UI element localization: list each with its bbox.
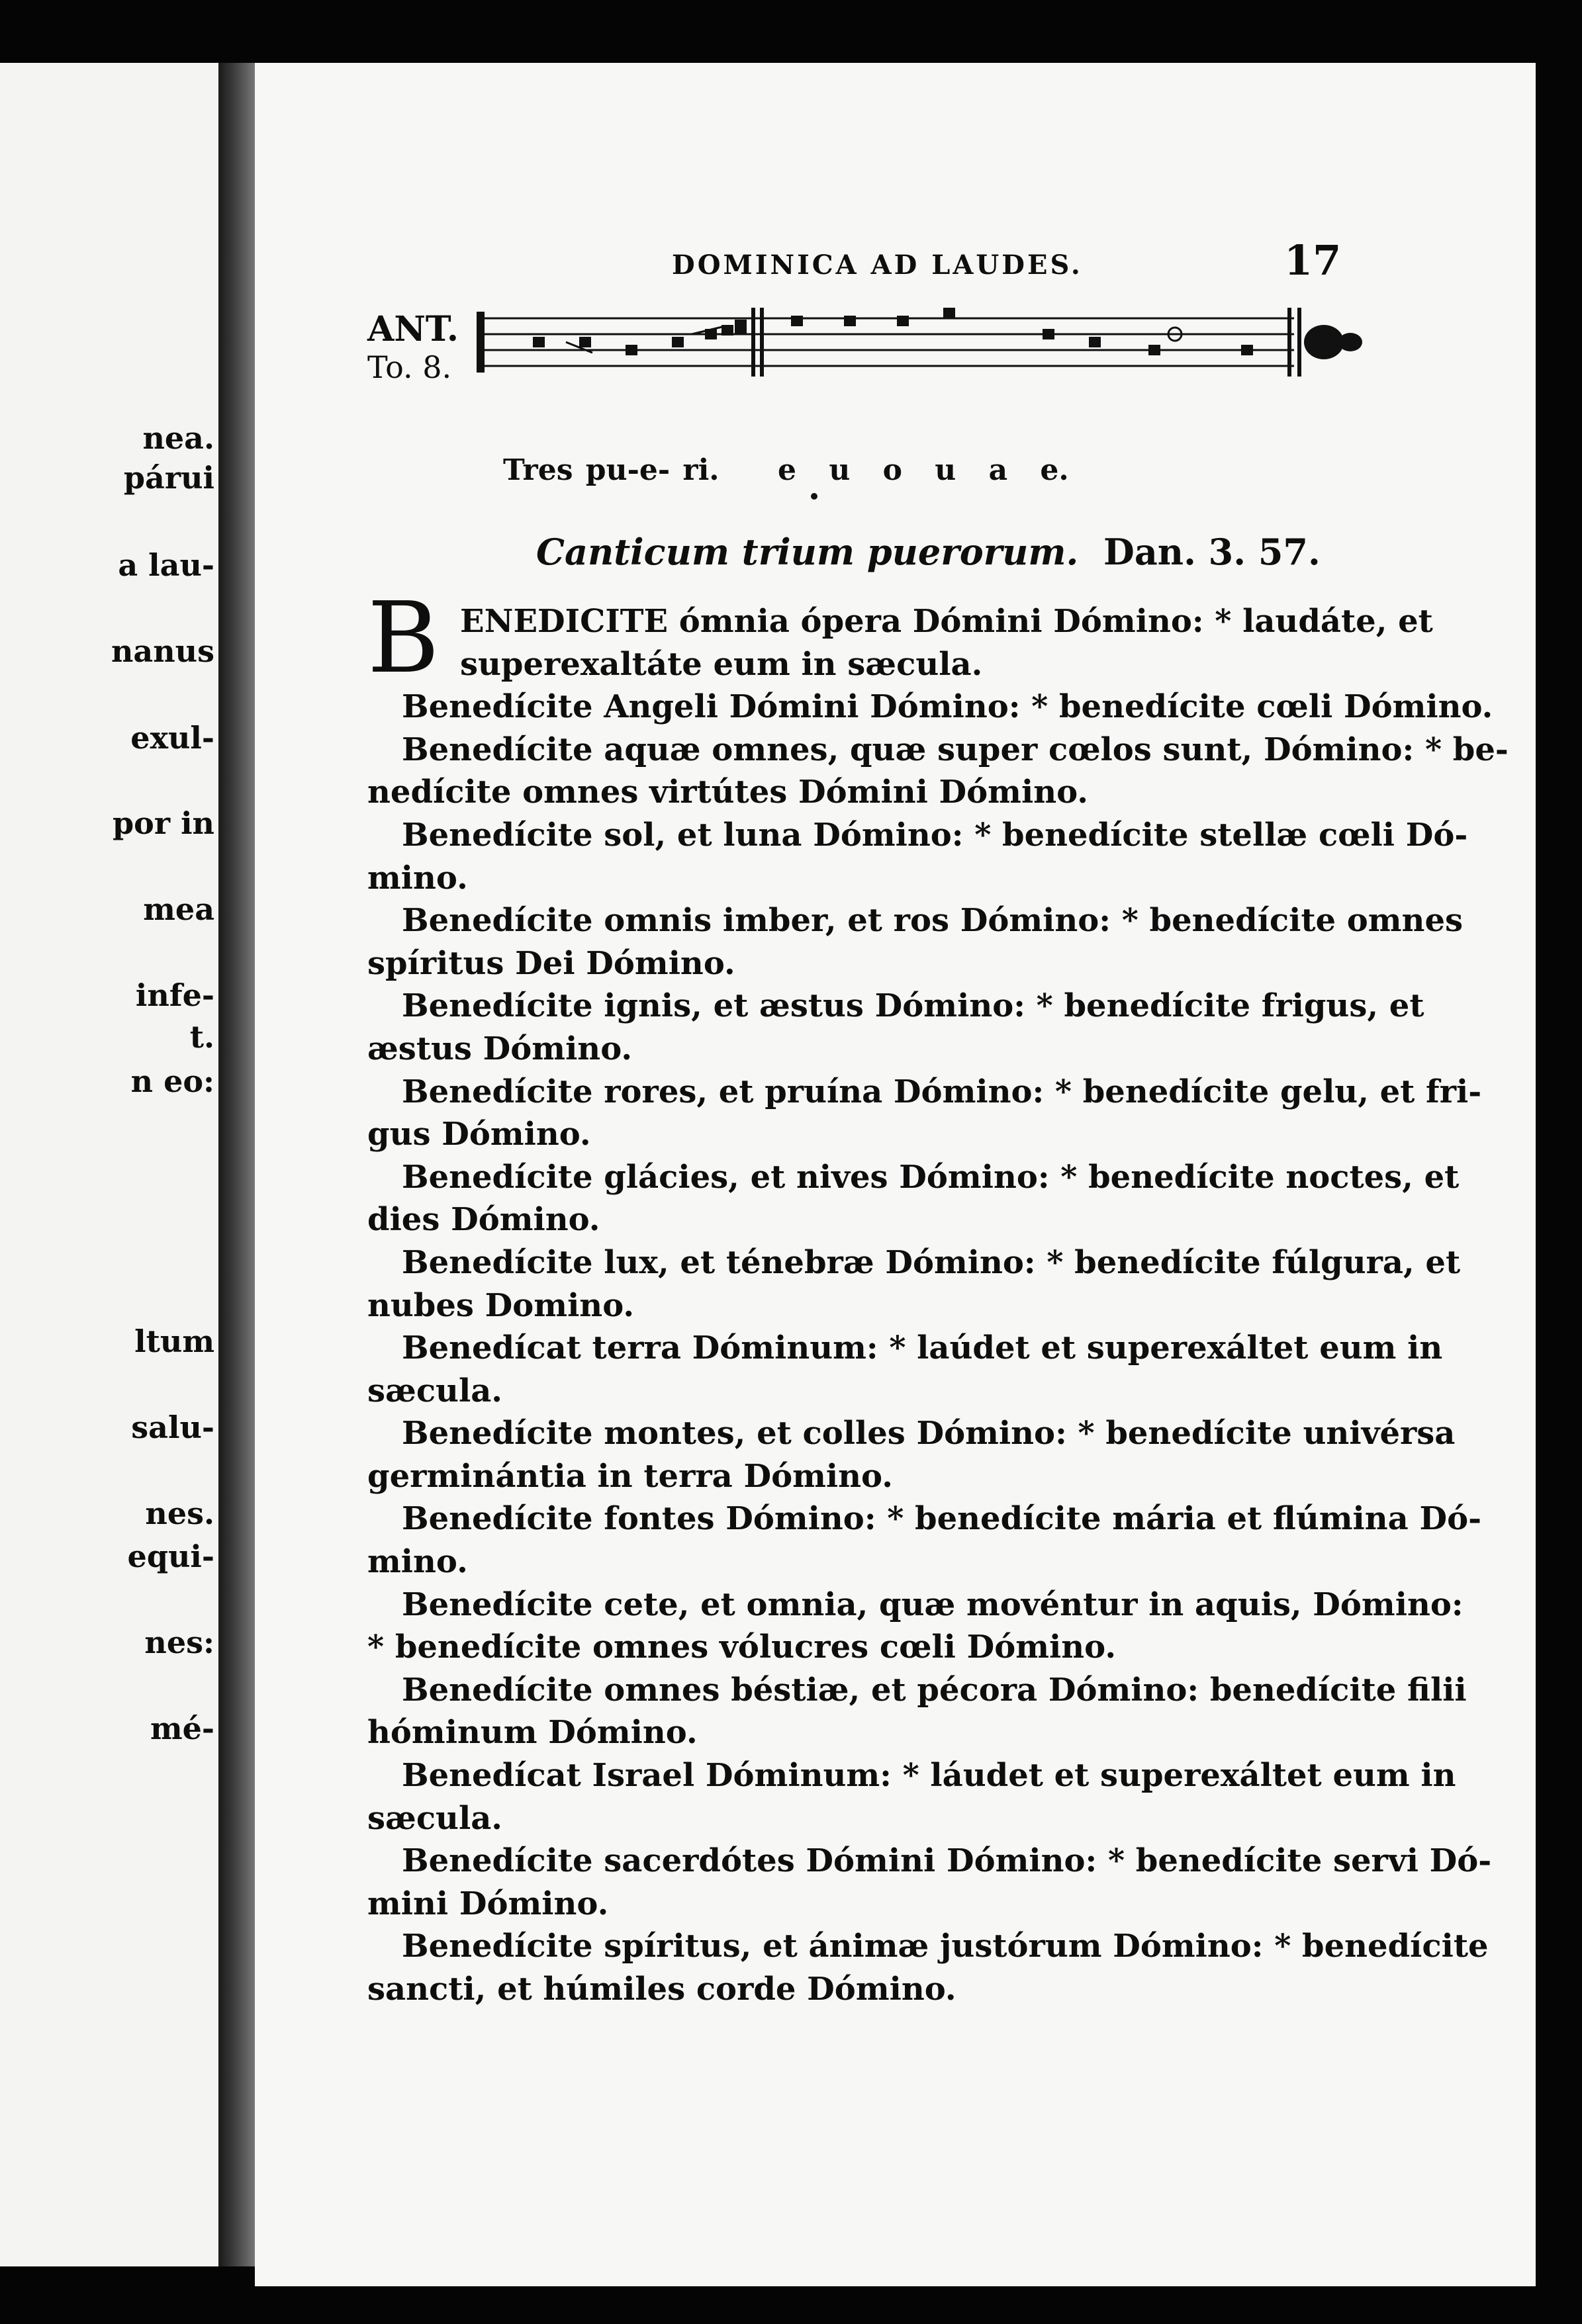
- verse-line: Benedícite Angeli Dómini Dómino: * benedícite cœli Dómino.: [402, 688, 1493, 726]
- left-fragment: equi-: [127, 1539, 214, 1574]
- verse-line: Benedícat Israel Dóminum: * láudet et superexáltet eum in: [402, 1757, 1456, 1795]
- left-facing-page: [0, 63, 218, 2266]
- chant-syllables: Tres pu-e- ri.: [503, 453, 720, 487]
- verse-line: sæcula.: [367, 1799, 502, 1837]
- clef-mark: [477, 312, 485, 373]
- left-fragment: exul-: [130, 720, 214, 756]
- verse-line: sancti, et húmiles corde Dómino.: [367, 1971, 956, 2008]
- verse-line: germinántia in terra Dómino.: [367, 1457, 893, 1495]
- verse-line: Benedícite fontes Dómino: * benedícite mária et flúmina Dó-: [402, 1500, 1482, 1538]
- left-fragment: a lau-: [118, 547, 214, 583]
- verse-line: mino.: [367, 1543, 468, 1581]
- left-fragment: mea: [143, 891, 214, 927]
- left-fragment: t.: [189, 1019, 214, 1055]
- left-fragment: salu-: [131, 1409, 214, 1445]
- verse-line: mini Dómino.: [367, 1885, 609, 1922]
- left-fragment: n eo:: [130, 1063, 214, 1099]
- canticle-title: [536, 531, 1321, 573]
- page-number: 17: [1284, 236, 1342, 285]
- verse-line: Benedícite rores, et pruína Dómino: * benedícite gelu, et fri-: [402, 1073, 1482, 1110]
- left-fragment: nes.: [145, 1496, 214, 1531]
- left-fragment: nea.: [142, 420, 214, 456]
- verse-line: sæcula.: [367, 1372, 502, 1409]
- left-fragment: nanus: [111, 633, 214, 669]
- verse-line: Benedícite omnis imber, et ros Dómino: * benedícite omnes: [402, 902, 1464, 940]
- verse-line: Benedícite glácies, et nives Dómino: * benedícite noctes, et: [402, 1158, 1460, 1196]
- canticle-reference: Dan. 3. 57.: [1103, 531, 1321, 573]
- verse-line: nubes Domino.: [367, 1286, 635, 1324]
- verse-line: spíritus Dei Dómino.: [367, 944, 735, 982]
- verse-line: Benedícat terra Dóminum: * laúdet et superexáltet eum in: [402, 1329, 1443, 1367]
- book-page: [255, 63, 1536, 2286]
- verse-line: Benedícite aquæ omnes, quæ super cœlos sunt, Dómino: * be-: [402, 731, 1509, 768]
- canticle-title-text: Canticum trium puerorum.: [536, 531, 1079, 573]
- canticle-text: [367, 581, 1509, 2011]
- verse-line: Benedícite lux, et ténebræ Dómino: * benedícite fúlgura, et: [402, 1243, 1461, 1281]
- verse-line: * benedícite omnes vólucres cœli Dómino.: [367, 1629, 1117, 1666]
- verse-block: [367, 581, 1433, 695]
- left-fragment: infe-: [135, 977, 214, 1013]
- left-fragment: nes:: [144, 1625, 214, 1660]
- verse-line: Benedícite ignis, et æstus Dómino: * benedícite frigus, et: [402, 987, 1424, 1025]
- verse-line: superexaltáte eum in sæcula.: [460, 645, 983, 683]
- chant-staff: [473, 300, 1397, 386]
- verse-line: nedícite omnes virtútes Dómini Dómino.: [367, 774, 1088, 811]
- left-fragment: mé-: [150, 1711, 214, 1746]
- left-fragment: párui: [123, 460, 214, 496]
- verse-line: Benedícite cete, et omnia, quæ movéntur in aquis, Dómino:: [402, 1586, 1464, 1623]
- punctum-dot: [811, 493, 817, 500]
- left-fragment: ltum: [134, 1323, 214, 1359]
- verse-line: Benedícite sol, et luna Dómino: * benedícite stellæ cœli Dó-: [402, 816, 1468, 854]
- verse-line: hóminum Dómino.: [367, 1714, 698, 1752]
- verse-line: Benedícite sacerdótes Dómini Dómino: * benedícite servi Dó-: [402, 1842, 1492, 1880]
- verse-line: ENEDICITE ómnia ópera Dómini Dómino: * laudáte, et: [460, 603, 1433, 640]
- verse-line: Benedícite spíritus, et ánimæ justórum Dómino: * benedícite: [402, 1928, 1489, 1965]
- verse-line: dies Dómino.: [367, 1201, 600, 1239]
- book-gutter: [218, 63, 255, 2266]
- drop-cap: B: [367, 581, 440, 695]
- tone-label: To. 8.: [367, 349, 452, 385]
- antiphon-label: ANT.: [367, 309, 459, 349]
- verse-line: æstus Dómino.: [367, 1030, 633, 1067]
- verse-line: gus Dómino.: [367, 1116, 591, 1153]
- running-header: DOMINICA AD LAUDES.: [672, 249, 1083, 281]
- left-fragment: por in: [112, 805, 214, 841]
- verse-line: Benedícite montes, et colles Dómino: * benedícite univérsa: [402, 1415, 1456, 1452]
- verse-line: Benedícite omnes béstiæ, et pécora Dómino: benedícite filii: [402, 1671, 1467, 1709]
- verse-line: mino.: [367, 859, 468, 897]
- chant-euouae: e u o u a e.: [778, 453, 1069, 487]
